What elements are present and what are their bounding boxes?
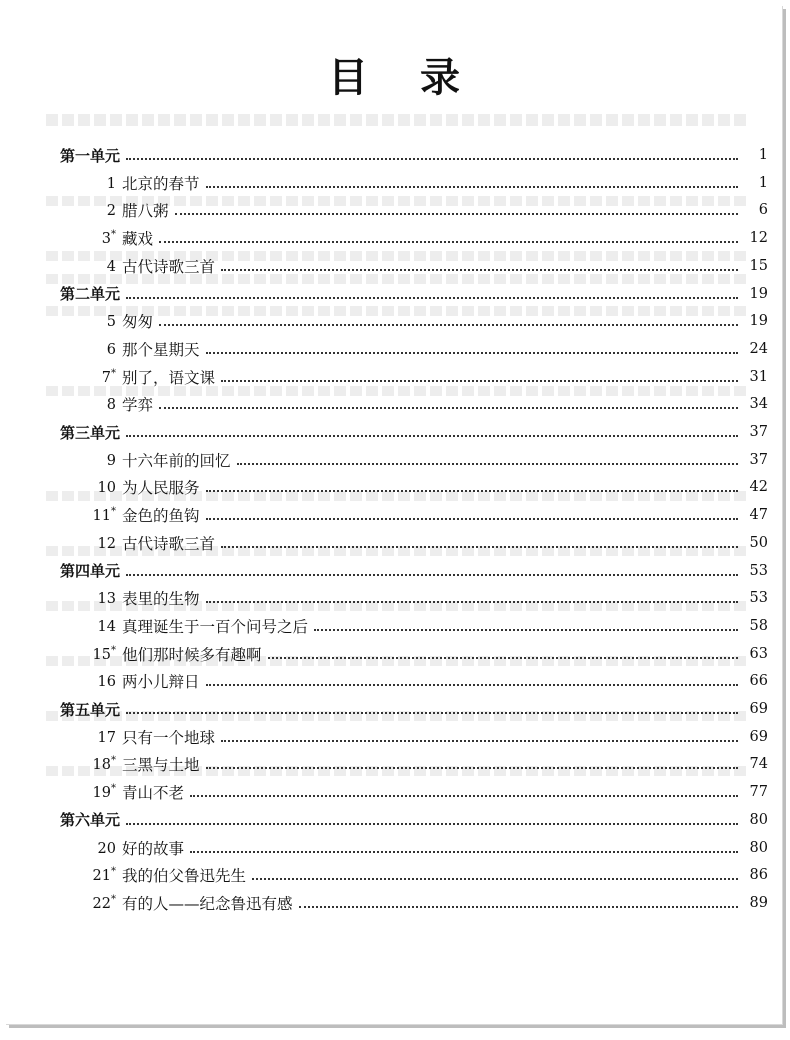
lesson-number-text: 12 [97,535,116,552]
dot-leader [126,821,738,825]
page-number: 50 [749,534,768,551]
page-number: 19 [749,285,768,302]
dot-leader [206,765,738,769]
lesson-number-text: 11 [92,508,111,524]
unit-label: 第一单元 [60,146,121,165]
page-number: 34 [749,396,768,413]
lesson-number [90,229,116,247]
unit-label: 第二单元 [60,285,121,303]
lesson-number [84,866,116,884]
lesson-number [84,839,116,857]
dot-leader [159,322,738,326]
toc-page [6,6,783,1025]
lesson-row[interactable] [6,390,782,418]
lesson-row[interactable] [6,640,782,668]
lesson-number [84,894,116,912]
lesson-title: 十六年前的回忆 [122,451,231,470]
lesson-title: 古代诗歌三首 [122,257,216,276]
lesson-row[interactable] [6,363,782,391]
lesson-title: 表里的生物 [122,590,200,609]
page-number: 37 [749,424,768,440]
dot-leader [221,738,738,742]
page-number: 12 [749,230,768,247]
lesson-row[interactable] [6,224,782,252]
lesson-row[interactable] [6,473,782,501]
page-number: 66 [749,673,768,690]
lesson-row[interactable] [6,834,782,862]
lesson-row[interactable] [6,861,782,889]
page-number: 24 [749,340,768,357]
dot-leader [206,599,738,603]
unit-label: 第六单元 [60,811,121,830]
lesson-number-text: 15 [92,646,111,663]
page-number: 53 [749,562,768,579]
lesson-row[interactable] [6,612,782,640]
lesson-number [84,534,116,552]
lesson-row[interactable] [6,723,782,751]
optional-lesson-star: * [111,506,116,518]
page-number: 63 [749,645,768,662]
lesson-number [84,783,116,801]
lesson-number [90,368,116,386]
lesson-number-text: 3 [101,231,111,247]
unit-heading-row[interactable] [6,280,782,308]
show-through-text [46,114,746,126]
optional-lesson-star: * [111,644,116,656]
lesson-number-text: 17 [97,729,116,746]
page-number: 86 [749,867,768,884]
lesson-number-text: 8 [106,397,116,414]
optional-lesson-star: * [111,866,116,878]
unit-heading-row[interactable] [6,557,782,585]
lesson-title: 藏戏 [122,230,154,249]
optional-lesson-star: * [111,229,116,241]
lesson-title: 只有一个地球 [122,728,216,747]
lesson-number [90,395,116,413]
unit-label: 第五单元 [60,700,121,719]
lesson-row[interactable] [6,196,782,224]
lesson-row[interactable] [6,778,782,806]
lesson-number-text: 16 [97,674,116,691]
lesson-row[interactable] [6,889,782,917]
lesson-title: 我的伯父鲁迅先生 [122,867,247,886]
dot-leader [314,627,738,631]
page-number: 80 [749,839,768,856]
lesson-title: 别了，语文课 [122,368,216,387]
dot-leader [206,488,738,492]
lesson-number [90,451,116,469]
lesson-number-text: 6 [106,341,116,358]
title-char: 录 [420,55,460,101]
page-number: 77 [749,784,768,801]
lesson-number-text: 7 [101,369,111,386]
optional-lesson-star: * [111,755,116,767]
page-number: 19 [749,313,768,330]
dot-leader [190,849,738,853]
lesson-number-text: 20 [97,840,116,857]
lesson-number [84,645,116,663]
unit-heading-row[interactable] [6,806,782,834]
page-number: 47 [749,507,768,524]
dot-leader [252,876,738,880]
lesson-title: 北京的春节 [122,174,200,193]
page-number: 89 [749,894,768,911]
page-number: 1 [758,174,768,191]
lesson-number-text: 13 [97,591,116,608]
dot-leader [237,461,738,465]
lesson-row[interactable] [6,667,782,695]
lesson-number-text: 22 [92,895,111,912]
lesson-title: 学弈 [122,396,154,415]
lesson-title: 古代诗歌三首 [122,534,216,553]
lesson-number-text: 14 [97,618,116,635]
lesson-number [84,728,116,746]
lesson-number-text: 1 [106,175,116,192]
lesson-title: 腊八粥 [122,202,169,221]
dot-leader [206,350,738,354]
lesson-title: 为人民服务 [122,479,200,498]
lesson-number [90,201,116,219]
page-number: 74 [749,756,768,773]
unit-label: 第四单元 [60,562,121,580]
page-number: 69 [749,728,768,745]
lesson-row[interactable] [6,446,782,474]
lesson-row[interactable] [6,252,782,280]
lesson-number-text: 19 [92,785,111,801]
lesson-title: 两小儿辩日 [122,673,200,692]
lesson-number-text: 2 [106,203,116,220]
lesson-title: 好的故事 [122,839,185,858]
lesson-title: 真理诞生于一百个问号之后 [122,617,309,636]
page-number: 42 [749,479,768,496]
dot-leader [221,267,738,271]
dot-leader [221,378,738,382]
lesson-title: 金色的鱼钩 [122,507,200,526]
dot-leader [159,405,738,409]
dot-leader [206,682,738,686]
optional-lesson-star: * [111,783,116,795]
dot-leader [299,904,738,908]
lesson-number [84,478,116,496]
unit-heading-row[interactable] [6,141,782,169]
optional-lesson-star: * [111,367,116,379]
lesson-number [90,312,116,330]
page-title [6,46,782,103]
page-number: 31 [749,368,768,385]
dot-leader [175,211,738,215]
lesson-title: 他们那时候多有趣啊 [122,645,262,664]
lesson-row[interactable] [6,529,782,557]
lesson-row[interactable] [6,335,782,363]
lesson-number-text: 21 [92,868,111,885]
lesson-number [84,589,116,607]
dot-leader [126,710,738,714]
page-number: 37 [749,451,768,468]
lesson-number-text: 5 [106,314,116,331]
lesson-number [84,506,116,524]
lesson-number [84,672,116,690]
lesson-title: 青山不老 [122,784,185,803]
page-number: 15 [749,257,768,274]
dot-leader [206,516,738,520]
lesson-number-text: 18 [92,757,111,774]
dot-leader [126,433,738,437]
page-number: 58 [749,617,768,634]
lesson-row[interactable] [6,750,782,778]
lesson-row[interactable] [6,169,782,197]
page-number: 69 [749,701,768,717]
lesson-row[interactable] [6,501,782,529]
lesson-title: 有的人——纪念鲁迅有感 [122,894,293,913]
lesson-number [84,617,116,635]
lesson-number-text: 9 [106,452,116,469]
lesson-number-text: 10 [97,480,116,497]
dot-leader [159,239,738,243]
lesson-title: 那个星期天 [122,340,200,359]
dot-leader [268,655,738,659]
unit-label: 第三单元 [60,423,121,442]
dot-leader [126,156,738,160]
title-char: 目 [328,55,368,101]
lesson-number-text: 4 [106,258,116,275]
dot-leader [126,295,738,299]
dot-leader [190,793,738,797]
dot-leader [126,572,738,576]
lesson-row[interactable] [6,307,782,335]
lesson-number [84,755,116,773]
page-number: 53 [749,590,768,607]
optional-lesson-star: * [111,893,116,905]
unit-heading-row[interactable] [6,418,782,446]
page-number: 80 [749,811,768,828]
lesson-number [90,257,116,275]
lesson-title: 三黑与土地 [122,756,200,775]
lesson-number [90,340,116,358]
lesson-row[interactable] [6,584,782,612]
unit-heading-row[interactable] [6,695,782,723]
dot-leader [206,184,738,188]
lesson-title: 匆匆 [122,313,154,332]
dot-leader [221,544,738,548]
page-number: 6 [758,202,768,219]
page-number: 1 [758,147,768,163]
lesson-number [90,174,116,192]
